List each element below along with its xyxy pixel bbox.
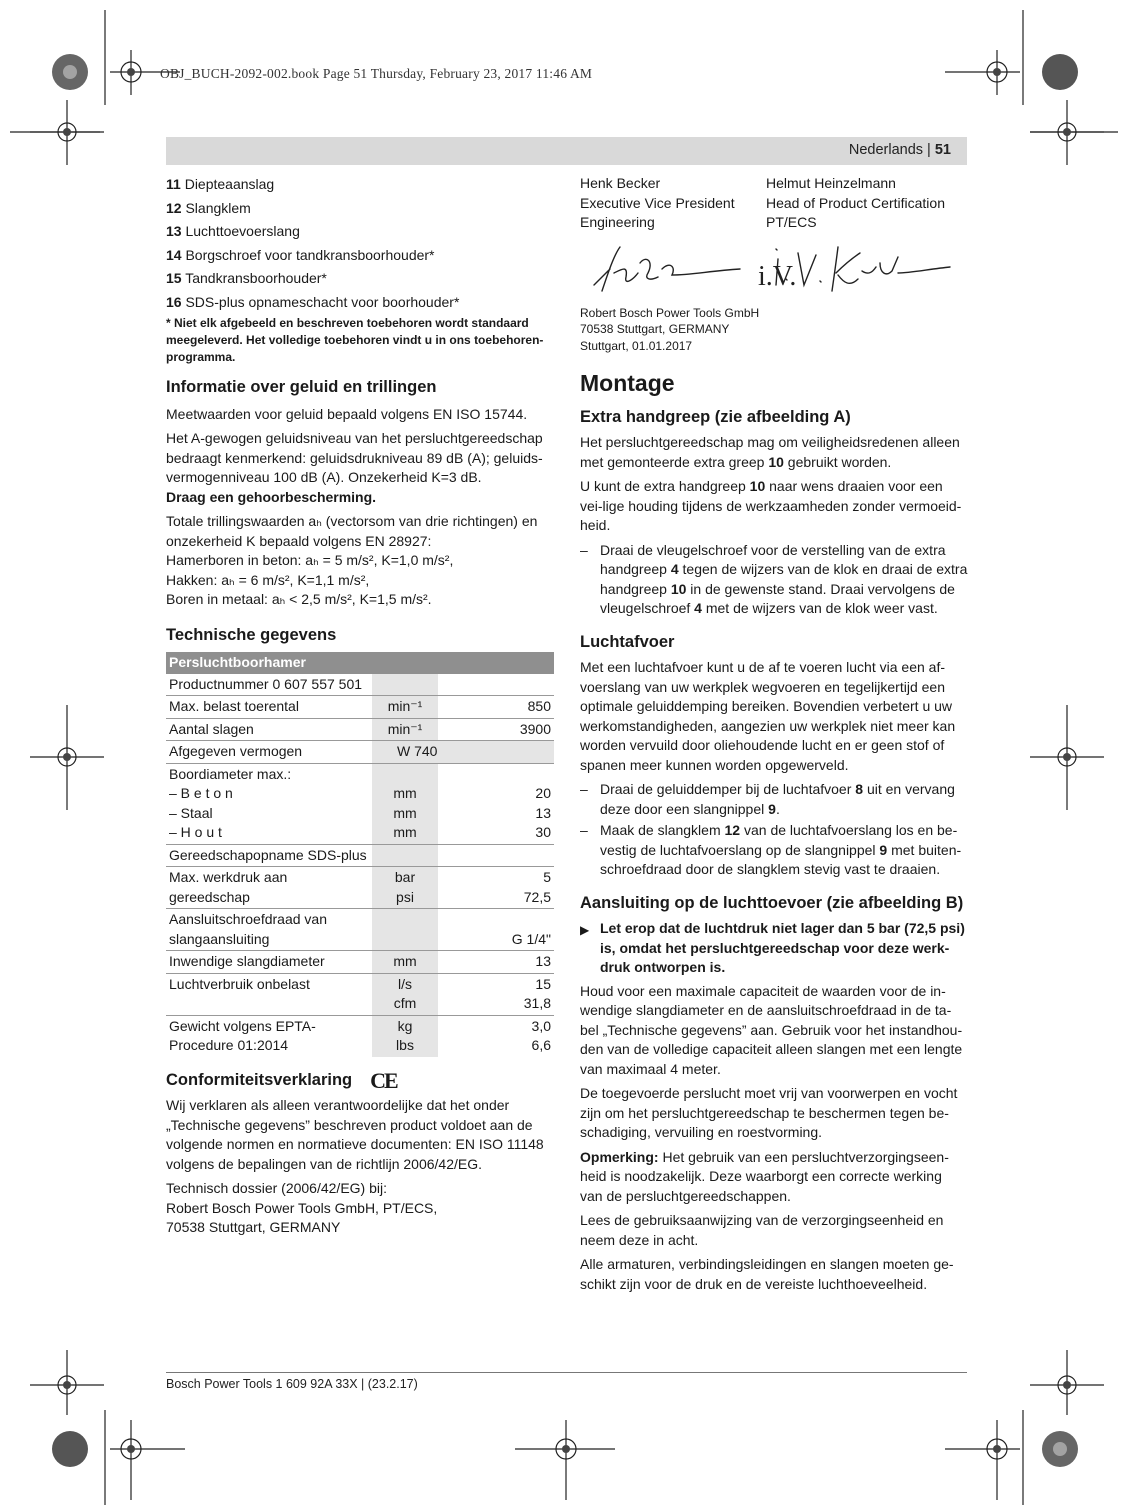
supply-p5: Alle armaturen, verbindingsleidingen en slangen moeten ge-schikt zijn voor de druk en de vereiste luchthoeveelheid. bbox=[580, 1256, 954, 1292]
company-block: Robert Bosch Power Tools GmbH 70538 Stuttgart, GERMANY Stuttgart, 01.01.2017 bbox=[580, 305, 760, 353]
table-row: Aansluitschroefdraad van slangaansluiting G 1/4" bbox=[166, 909, 554, 951]
list-item: 16 SDS-plus opnameschacht voor boorhouder* bbox=[166, 293, 460, 310]
table-row: Inwendige slangdiameter mm 13 bbox=[166, 951, 554, 974]
list-item: 14 Borgschroef voor tandkransboorhouder* bbox=[166, 246, 435, 263]
dossier-company: Robert Bosch Power Tools GmbH, PT/ECS, bbox=[166, 1199, 438, 1216]
parts-list bbox=[166, 174, 554, 312]
table-row: Boordiameter max.: – B e t o n – Staal – H o u t mm mm mm 20 13 30 bbox=[166, 763, 554, 844]
vibration-line-1: Hamerboren in beton: aₕ = 5 m/s², K=1,0 m/s², bbox=[166, 552, 454, 568]
table-row: Productnummer 0 607 557 501 bbox=[166, 674, 554, 696]
table-row: Afgegeven vermogen W 740 bbox=[166, 741, 554, 764]
footer-text: Bosch Power Tools 1 609 92A 33X | (23.2.17) bbox=[166, 1377, 418, 1391]
table-row: Aantal slagen min⁻¹ 3900 bbox=[166, 718, 554, 741]
conformity-p1: Wij verklaren als alleen verantwoordelijke dat het onder „Technische gegevens” beschreven product voldoet aan de volgende normen en normatieve documenten: EN ISO 11148 volgens de bepalingen van de richtlijn 2006/42/EG. bbox=[166, 1097, 544, 1172]
supply-p2: De toegevoerde perslucht moet vrij van voorwerpen en vocht zijn om het persluchtgereedschap te beschermen tegen be-schadiging, vervuiling en roestvorming. bbox=[580, 1085, 958, 1140]
handle-step: – Draai de vleugelschroef voor de verstelling van de extra handgreep 4 tegen de wijzers van de klok en draai de extra handgreep 10 in de gewenste stand. Draai vervolgens de vleugelschroef 4 met de wijzers van de klok weer vast. bbox=[580, 541, 968, 616]
table-header-row: Persluchtboorhamer bbox=[166, 652, 554, 674]
list-item: 12 Slangklem bbox=[166, 199, 251, 216]
tech-dossier-line: Technisch dossier (2006/42/EG) bij: bbox=[166, 1180, 387, 1196]
spec-table bbox=[166, 652, 554, 1057]
handle-p2: U kunt de extra handgreep 10 naar wens draaien voor een vei-lige houding tijdens de werkzaamheden zonder vermoeid-heid. bbox=[580, 478, 962, 533]
handle-p1: Het persluchtgereedschap mag om veiligheidsredenen alleen met gemonteerde extra greep 10 gebruikt worden. bbox=[580, 434, 960, 470]
left-column bbox=[166, 174, 554, 1238]
noise-section-title: Informatie over geluid en trillingen bbox=[166, 378, 437, 396]
iv-text: i.V. bbox=[758, 260, 797, 292]
vibration-line-3: Boren in metaal: aₕ < 2,5 m/s², K=1,5 m/s². bbox=[166, 591, 432, 607]
list-item: 11 Diepteaanslag bbox=[166, 176, 275, 192]
noise-p1: Meetwaarden voor geluid bepaald volgens EN ISO 15744. bbox=[166, 405, 528, 422]
dossier-address: 70538 Stuttgart, GERMANY bbox=[166, 1219, 341, 1235]
print-slug: OBJ_BUCH-2092-002.book Page 51 Thursday, February 23, 2017 11:46 AM bbox=[160, 66, 593, 81]
signatory-a: Henk Becker Executive Vice President Engineering bbox=[580, 175, 735, 230]
handle-section-title: Extra handgreep (zie afbeelding A) bbox=[580, 407, 851, 426]
signatory-b: Helmut Heinzelmann Head of Product Certification PT/ECS bbox=[766, 175, 945, 230]
signature-image bbox=[580, 233, 968, 305]
conformity-title: Conformiteitsverklaring bbox=[166, 1070, 353, 1089]
tech-section-title: Technische gegevens bbox=[166, 625, 337, 644]
arrow-right-icon: ▶ bbox=[580, 923, 590, 937]
accessories-footnote: * Niet elk afgebeeld en beschreven toebehoren wordt standaard meegeleverd. Het volledige toebehoren vindt u in ons toebehoren-programma. bbox=[166, 316, 544, 364]
list-item: 15 Tandkransboorhouder* bbox=[166, 270, 327, 286]
handwritten-signatures bbox=[580, 233, 968, 305]
vibration-line-2: Hakken: aₕ = 6 m/s², K=1,1 m/s², bbox=[166, 571, 370, 588]
table-row: Max. belast toerental min⁻¹ 850 bbox=[166, 696, 554, 719]
pressure-warning: ▶ Let erop dat de luchtdruk niet lager dan 5 bar (72,5 psi) is, omdat het persluchtgereedschap voor deze werk-druk ontworpen is. bbox=[580, 919, 968, 978]
exhaust-step-1: – Draai de geluiddemper bij de luchtafvoer 8 uit en vervang deze door een slangnippel 9. bbox=[580, 781, 955, 817]
exhaust-section-title: Luchtafvoer bbox=[580, 632, 675, 651]
table-row: Gewicht volgens EPTA-Procedure 01:2014 kg lbs 3,0 6,6 bbox=[166, 1015, 554, 1057]
conformity-heading bbox=[166, 1067, 554, 1093]
page-header bbox=[166, 137, 967, 165]
montage-title: Montage bbox=[580, 370, 675, 396]
header-language: Nederlands bbox=[848, 142, 924, 158]
hearing-protection-note: Draag een gehoorbescherming. bbox=[166, 488, 377, 505]
table-row: Luchtverbruik onbelast l/s cfm 15 31,8 bbox=[166, 973, 554, 1015]
supply-p1: Houd voor een maximale capaciteit de waarden voor de in-wendige slangdiameter en de aansluitschroefdraad in de ta-bel „Technische gegevens” aan. Gebruik voor het instandhou-den van de volledige capaciteit alleen slangen met een lengte van maximaal 4 meter. bbox=[580, 982, 963, 1077]
exhaust-step-2: – Maak de slangklem 12 van de luchtafvoerslang los en be-vestig de luchtafvoerslang op de slangnippel 9 met buiten-schroefdraad door de slangklem stevig vast te draaien. bbox=[580, 822, 962, 877]
table-row: Max. werkdruk aan gereedschap bar psi 5 72,5 bbox=[166, 867, 554, 909]
page-number: 51 bbox=[934, 142, 951, 158]
table-row: Gereedschapopname SDS-plus bbox=[166, 844, 554, 867]
header-text: Nederlands | 51 bbox=[848, 142, 951, 158]
supply-p4: Lees de gebruiksaanwijzing van de verzorgingseenheid en neem deze in acht. bbox=[580, 1212, 944, 1248]
ce-mark-icon: CE bbox=[370, 1067, 397, 1093]
exhaust-p1: Met een luchtafvoer kunt u de af te voeren lucht via een af-voerslang van uw werkplek wegvoeren en tegelijkertijd een optimale geluiddemping bereiken. Bovendien verbetert u uw werkomstandigheden, aangezien uw werkplek niet meer kan worden vervuild door oliehoudende lucht en er geen stof of spanen meer kunnen worden opgewerveld. bbox=[580, 659, 956, 773]
noise-p4: Totale trillingswaarden aₕ (vectorsom van drie richtingen) en onzekerheid K bepaald volgens EN 28927: bbox=[166, 513, 538, 549]
supply-p3: Opmerking: Het gebruik van een persluchtverzorgingseen-heid is noodzakelijk. Deze waarborgt een correcte werking van de persluchtgereedschappen. bbox=[580, 1148, 949, 1204]
list-item: 13 Luchttoevoerslang bbox=[166, 223, 300, 239]
footer-rule bbox=[166, 1372, 967, 1373]
right-column bbox=[580, 174, 968, 1299]
supply-section-title: Aansluiting op de luchttoevoer (zie afbeelding B) bbox=[580, 893, 964, 912]
noise-p2: Het A-gewogen geluidsniveau van het persluchtgereedschap bedraagt kenmerkend: geluidsdrukniveau 89 dB (A); geluids-vermogenniveau 100 dB (A). Onzekerheid K=3 dB. bbox=[166, 430, 543, 485]
signatories bbox=[580, 174, 968, 233]
